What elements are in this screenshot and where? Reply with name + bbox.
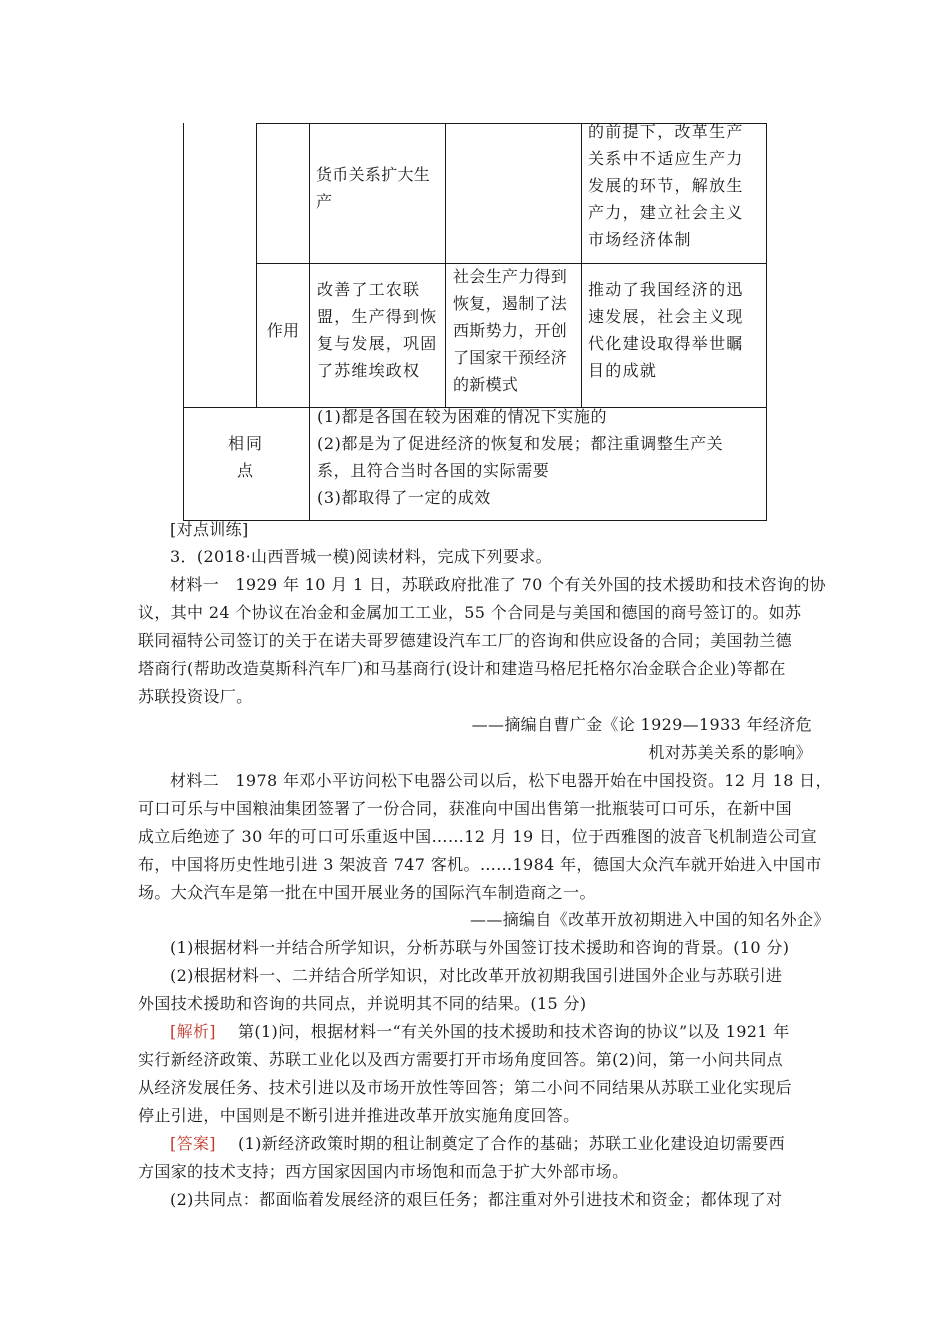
material2-line: 可口可乐与中国粮油集团签署了一份合同，获准向中国出售第一批瓶装可口可乐，在新中国 bbox=[138, 799, 793, 818]
sub-question-2: 外国技术援助和咨询的共同点，并说明其不同的结果。(15 分) bbox=[138, 994, 587, 1013]
comparison-table bbox=[183, 123, 767, 521]
sub-question-1: (1)根据材料一并结合所学知识，分析苏联与外国签订技术援助和咨询的背景。(10 分) bbox=[170, 938, 790, 957]
material1-line: 塔商行(帮助改造莫斯科汽车厂)和马基商行(设计和建造马格尼托格尔冶金联合企业)等都在 bbox=[138, 659, 786, 678]
practice-heading: [对点训练] bbox=[170, 520, 249, 539]
material1-source: ——摘编自曹广金《论 1929—1933 年经济危 bbox=[471, 715, 812, 734]
answer-line: 方国家的技术支持；西方国家因国内市场饱和而急于扩大外部市场。 bbox=[138, 1162, 629, 1181]
material2-line: 布，中国将历史性地引进 3 架波音 747 客机。……1984 年，德国大众汽车就开始进入中国市 bbox=[138, 855, 822, 874]
row-label-common: 相同 点 bbox=[227, 434, 264, 480]
material1-line: 材料一 1929 年 10 月 1 日，苏联政府批准了 70 个有关外国的技术援助和技术咨询的协 bbox=[170, 575, 827, 594]
material2-source: ——摘编自《改革开放初期进入中国的知名外企》 bbox=[470, 910, 830, 929]
material1-source: 机对苏美关系的影响》 bbox=[648, 743, 812, 762]
row-label-effect: 作用 bbox=[266, 321, 300, 340]
analysis-line: 第(1)问，根据材料一“有关外国的技术援助和技术咨询的协议”以及 1921 年 bbox=[238, 1022, 790, 1041]
analysis-line: 从经济发展任务、技术引进以及市场开放性等回答；第二小问不同结果从苏联工业化实现后 bbox=[138, 1078, 793, 1097]
analysis-tag: [解析] bbox=[170, 1022, 216, 1041]
table-cell: 的前提下，改革生产 关系中不适应生产力 发展的环节，解放生 产力，建立社会主义 市场经济体制 bbox=[588, 122, 744, 249]
material1-line: 议，其中 24 个协议在冶金和金属加工工业，55 个合同是与美国和德国的商号签订的。如苏 bbox=[138, 603, 802, 622]
analysis-line: 实行新经济政策、苏联工业化以及西方需要打开市场角度回答。第(2)问，第一小问共同点 bbox=[138, 1050, 784, 1069]
material1-line: 苏联投资设厂。 bbox=[138, 687, 253, 706]
material2-line: 成立后绝迹了 30 年的可口可乐重返中国……12 月 19 日，位于西雅图的波音飞机制造公司宣 bbox=[138, 827, 817, 846]
material1-line: 联同福特公司签订的关于在诺夫哥罗德建设汽车工厂的咨询和供应设备的合同；美国勃兰德 bbox=[138, 631, 793, 650]
answer-line: (1)新经济政策时期的租让制奠定了合作的基础；苏联工业化建设迫切需要西 bbox=[238, 1134, 785, 1153]
question-title: 3．(2018·山西晋城一模)阅读材料，完成下列要求。 bbox=[170, 547, 552, 566]
material2-line: 材料二 1978 年邓小平访问松下电器公司以后，松下电器开始在中国投资。12 月 18 日， bbox=[170, 771, 832, 790]
sub-question-2: (2)根据材料一、二并结合所学知识，对比改革开放初期我国引进国外企业与苏联引进 bbox=[170, 966, 783, 985]
analysis-line: 停止引进，中国则是不断引进并推进改革开放实施角度回答。 bbox=[138, 1106, 580, 1125]
answer-line: (2)共同点：都面临着发展经济的艰巨任务；都注重对外引进技术和资金；都体现了对 bbox=[170, 1190, 783, 1209]
material2-line: 场。大众汽车是第一批在中国开展业务的国际汽车制造商之一。 bbox=[138, 883, 596, 902]
table-cell: 货币关系扩大生 产 bbox=[316, 165, 431, 211]
table-cell: 推动了我国经济的迅 速发展，社会主义现 代化建设取得举世瞩 目的成就 bbox=[588, 280, 744, 380]
answer-tag: [答案] bbox=[170, 1134, 216, 1153]
table-cell-common-points: (1)都是各国在较为困难的情况下实施的 (2)都是为了促进经济的恢复和发展；都注重调整生产关 系，且符合当时各国的实际需要 (3)都取得了一定的成效 bbox=[317, 407, 724, 507]
table-cell: 改善了工农联 盟，生产得到恢 复与发展，巩固 了苏维埃政权 bbox=[317, 280, 438, 380]
table-cell: 社会生产力得到 恢复，遏制了法 西斯势力，开创 了国家干预经济 的新模式 bbox=[453, 267, 568, 394]
